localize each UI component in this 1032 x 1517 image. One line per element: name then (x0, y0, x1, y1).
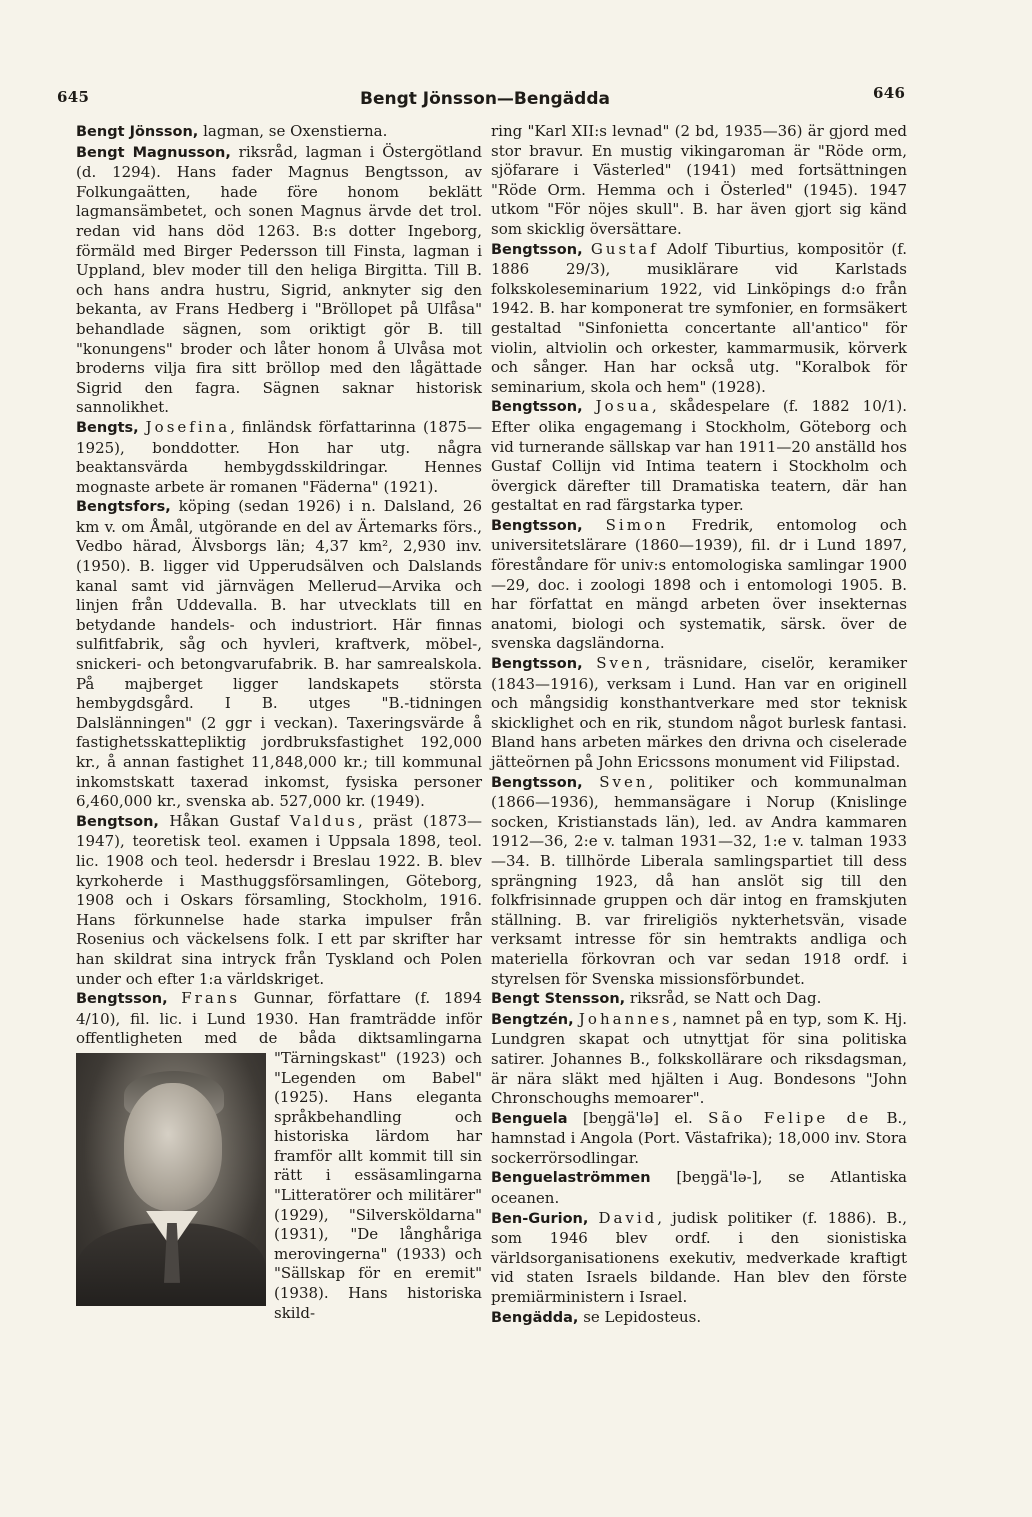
left-column (76, 122, 482, 1323)
entry-headword: Bengtson, (76, 813, 159, 830)
entry-ben-gurion (491, 1209, 907, 1308)
entry-bengtsson-gustaf (491, 240, 907, 398)
entry-spaced-name: São Felipe de (708, 1108, 872, 1127)
entry-bengtzen (491, 1010, 907, 1109)
entry-headword: Bengtsson, (491, 241, 583, 258)
entry-text: "Tärningskast" (1923) och "Legenden om Babel" (1925). Hans eleganta språkbehandling och historiska lärdom har framför allt kommit till sin rätt i essäsamlingarna "Litteratörer och militärer" (1929), "Silversköldarna" (1931), "De långhåriga merovingerna" (1933) och "Sällskap för en eremit" (1938). Hans historiska skild- (274, 1048, 482, 1322)
entry-headword: Benguelaströmmen (491, 1170, 651, 1187)
entry-headword: Bengtsfors, (76, 499, 171, 516)
entry-continuation (491, 122, 907, 240)
entry-benguela (491, 1109, 907, 1169)
right-column (491, 122, 907, 1328)
entry-text-intro (76, 989, 482, 1322)
entry-text: köping (sedan 1926) i n. Dalsland, 26 km v. om Åmål, utgörande en del av Ärtemarks förs., Vedbo härad, Älvsborgs län; 4,37 km², 2,930 inv. (1950). B. ligger vid Upperudsälven och Dalslands kanal samt vid järnvägen Mellerud—Arvika och linjen från Uddevalla. B. har utvecklats till en betydande handels- och industriort. Här finnas sulfitfabrik, såg och hyvleri, kraftverk, möbel-, snickeri- och betongvarufabrik. B. har samrealskola. På majberget ligger landskapets största hembygdsgård. I B. utges "B.-tidningen Dalslänningen" (2 ggr i veckan). Taxeringsvärde å fastighetsskattepliktig jordbruksfastighet 192,000 kr., å annan fastighet 11,848,000 kr.; till kommunal inkomstskatt taxerad inkomst, fysiska personer 6,460,000 kr., svenska ab. 527,000 kr. (1949). (76, 497, 482, 811)
entry-headword: Bengtsson, (491, 774, 583, 791)
entry-text: B., hamnstad i Angola (Port. Västafrika); 18,000 inv. Stora sockerrörsodlingar. (491, 1108, 908, 1167)
running-title: Bengt Jönsson—Bengädda (360, 89, 610, 109)
entry-spaced-name: Gustaf (590, 239, 659, 258)
entry-spaced-name: Josefina (145, 417, 231, 436)
entry-bengt-stensson (491, 989, 907, 1010)
entry-bengtson-hakan (76, 812, 482, 989)
page-number-right: 646 (873, 84, 906, 102)
portrait-photo (76, 1053, 266, 1306)
entry-spaced-name: David (598, 1208, 658, 1227)
entry-headword: Bengtsson, (491, 517, 583, 534)
entry-spaced-name: Sven (596, 654, 646, 673)
entry-spaced-name: Josua (595, 397, 652, 416)
entry-headword: Bengt Magnusson, (76, 144, 231, 161)
entry-bengts (76, 418, 482, 497)
entry-text: , träsnidare, ciselör, keramiker (1843—1916), verksam i Lund. Han var en originell och mångsidig konsthantverkare med stor teknisk skicklighet och en rik, stundom något burlesk fantasi. Bland hans arbeten märkes den drivna och ciselerade jätteörnen på John Ericssons monument vid Filipstad. (491, 654, 907, 771)
entry-spaced-name: Frans (181, 989, 241, 1008)
entry-spaced-name: Simon (605, 515, 669, 534)
entry-headword: Bengädda, (491, 1309, 579, 1326)
entry-text: , präst (1873—1947), teoretisk teol. examen i Uppsala 1898, teol. lic. 1908 och teol. hedersdr i Breslau 1922. B. blev kyrkoherde i Masthuggsförsamlingen, Göteborg, 1908 och i Oskars församling, Stockholm, 1916. Hans förkunnelse hade starka impulser från Rosenius och väckelsens folk. I ett par skrifter har han skildrat sina intryck från Tyskland och Polen under och efter 1:a världskriget. (76, 811, 482, 988)
entry-text: Fredrik, entomolog och universitetslärare (1860—1939), fil. dr i Lund 1897, föreståndare för univ:s entomologiska samlingar 1900—29, doc. i zoologi 1898 och i entomologi 1905. B. har författat en mängd arbeten över insekternas anatomi, biologi och systematik, särsk. över de svenska dagsländorna. (491, 515, 907, 653)
entry-text: Gunnar, författare (f. 1894 4/10), fil. lic. i Lund 1930. Han framträdde inför offentligheten med de båda diktsamlingarna (76, 989, 482, 1048)
entry-text: riksråd, lagman i Östergötland (d. 1294). Hans fader Magnus Bengtsson, av Folkungaätten, hade före honom beklätt lagmansämbetet, och sonen Magnus ärvde det trol. redan vid hans död 1263. B:s dotter Ingeborg, förmäld med Birger Pedersson till Finsta, lagman i Uppland, blev moder till den heliga Birgitta. Till B. och hans andra hustru, Sigrid, anknyter sig den bekanta, av Frans Hedberg i "Bröllopet på Ulfåsa" behandlade sägnen, som oriktigt gör B. till "konungens" broder och låter honom å Ulvåsa mot broderns vilja fira sitt bröllop med den lågättade Sigrid den fagra. Sägnen saknar historisk sannolikhet. (76, 142, 482, 417)
entry-headword: Bengt Stensson, (491, 991, 626, 1008)
entry-text: , finländsk författarinna (1875—1925), bonddotter. Hon har utg. några beaktansvärda hembygdsskildringar. Hennes mognaste arbete är romanen "Fäderna" (1921). (76, 417, 482, 496)
entry-text: lagman, se Oxenstierna. (198, 122, 388, 140)
entry-benguelastrommen (491, 1168, 907, 1208)
entry-spaced-name: Valdus (289, 811, 358, 830)
entry-bengtsson-simon (491, 516, 907, 654)
entry-headword: Bengtzén, (491, 1011, 574, 1028)
entry-headword: Bengtsson, (491, 656, 583, 673)
entry-bengadda (491, 1308, 907, 1329)
entry-text: , judisk politiker (f. 1886). B., som 1946 blev ordf. i den sionistiska världsorganisationens exekutiv, medverkade kraftigt vid staten Israels bildande. Han blev den förste premiärministern i Israel. (491, 1208, 907, 1307)
entry-headword: Bengts, (76, 419, 139, 436)
entry-text: , politiker och kommunalman (1866—1936), hemmansägare i Norup (Knislinge socken, Kristianstads län), led. av Andra kammaren 1912—36, 2:e v. talman 1931—32, 1:e v. talman 1933—34. B. tillhörde Liberala samlingspartiet till dess sprängning 1923, då han anslöt sig till den folkfrisinnade gruppen och där intog en framskjuten ställning. B. var frireligiös nykterhetsvän, visade verksamt intresse för sin hemtrakts andliga och materiella förkovran och var sedan 1918 ordf. i styrelsen för Svenska missionsförbundet. (491, 772, 907, 988)
entry-bengtsson-frans (76, 989, 482, 1323)
entry-bengtsfors (76, 497, 482, 812)
entry-bengtsson-sven-1 (491, 654, 907, 773)
entry-spaced-name: Johannes (578, 1009, 673, 1028)
entry-text: [beŋgä'lə-], se Atlantiska oceanen. (491, 1168, 907, 1208)
entry-bengt-magnusson (76, 143, 482, 418)
entry-text: , namnet på en typ, som K. Hj. Lundgren skapat och utnyttjat för sina politiska satirer. Johannes B., folkskollärare och riksdagsman, är nära släkt med hjälten i Aug. Bondesons "John Chronschoughs memoarer". (491, 1009, 907, 1108)
entry-text: riksråd, se Natt och Dag. (625, 989, 822, 1008)
entry-text: Håkan Gustaf (158, 811, 290, 830)
entry-headword: Bengt Jönsson, (76, 124, 199, 140)
entry-text: , skådespelare (f. 1882 10/1). Efter olika engagemang i Stockholm, Göteborg och vid turnerande sällskap var han 1911—20 anställd hos Gustaf Collijn vid Intima teatern i Stockholm och övergick därefter till Dramatiska teatern, där han gestaltat en rad färgstarka typer. (491, 397, 907, 515)
entry-bengtsson-sven-2 (491, 773, 907, 990)
entry-bengt-jonsson (76, 122, 482, 143)
entry-spaced-name: Sven (599, 772, 649, 791)
entry-headword: Bengtsson, (76, 991, 168, 1008)
entry-headword: Bengtsson, (491, 399, 583, 416)
entry-bengtsson-josua (491, 397, 907, 516)
entry-text: ring "Karl XII:s levnad" (2 bd, 1935—36) är gjord med stor bravur. En mustig vikingaroman är "Röde orm, sjöfarare i Västerled" (1941) med fortsättningen "Röde Orm. Hemma och i Österled" (1945). 1947 utkom "För nöjes skull". B. har även gjort sig känd som skicklig översättare. (491, 122, 907, 238)
entry-text: se Lepidosteus. (578, 1307, 702, 1326)
entry-headword: Ben-Gurion, (491, 1210, 589, 1227)
entry-headword: Benguela (491, 1110, 568, 1127)
page-number-left: 645 (57, 88, 90, 106)
entry-text: Adolf Tiburtius, kompositör (f. 1886 29/3), musiklärare vid Karlstads folkskoleseminarium 1922, vid Linköpings d:o från 1942. B. har komponerat tre symfonier, en formsäkert gestaltad "Sinfonietta concertante all'antico" för violin, altviolin och orkester, kammarmusik, körverk och sånger. Han har också utg. "Koralbok för seminarium, skola och hem" (1928). (491, 239, 907, 396)
entry-text: [beŋgä'lə] el. (567, 1108, 709, 1127)
